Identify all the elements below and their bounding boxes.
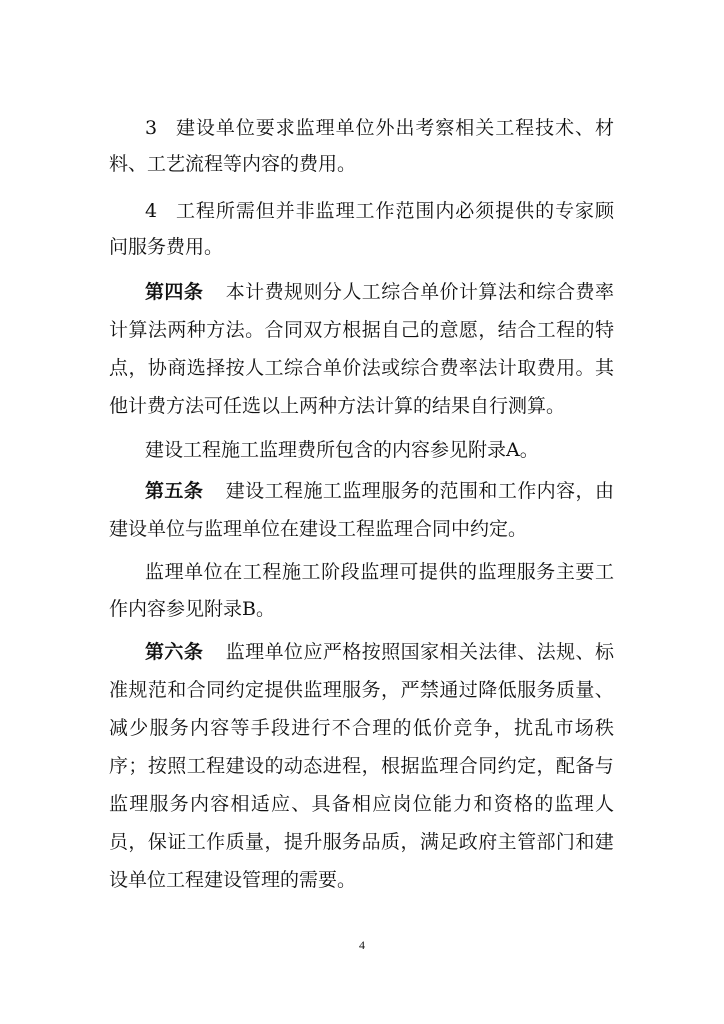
paragraph-3-line-1 — [145, 113, 614, 143]
item-number: 4 — [145, 200, 158, 222]
article-4-line-4: 他计费方法可任选以上两种方法计算的结果自行测算。 — [109, 395, 566, 417]
paragraph-text: 工程所需但并非监理工作范围内必须提供的专家顾 — [175, 200, 614, 222]
article-heading: 第四条 — [145, 281, 204, 303]
article-5-line-2: 建设单位与监理单位在建设工程监理合同中约定。 — [109, 518, 528, 540]
appendix-a-reference: 建设工程施工监理费所包含的内容参见附录A。 — [145, 439, 539, 461]
page-number: 4 — [359, 938, 365, 952]
article-heading: 第六条 — [145, 641, 204, 663]
item-number: 3 — [145, 117, 158, 139]
article-text: 监理单位应严格按照国家相关法律、法规、标 — [225, 641, 614, 663]
article-5-line-1 — [145, 476, 614, 506]
paragraph-text: 建设单位要求监理单位外出考察相关工程技术、材 — [175, 117, 614, 139]
article-text: 本计费规则分人工综合单价计算法和综合费率 — [225, 281, 614, 303]
article-text: 建设工程施工监理服务的范围和工作内容，由 — [225, 480, 614, 502]
paragraph-4-line-1 — [145, 196, 614, 226]
article-6-line-7: 设单位工程建设管理的需要。 — [109, 869, 357, 891]
appendix-b-line-2: 作内容参见附录B。 — [109, 598, 275, 620]
article-4-line-2: 计算法两种方法。合同双方根据自己的意愿，结合工程的特 — [109, 319, 614, 341]
article-6-line-1 — [145, 637, 614, 667]
article-6-line-4: 序；按照工程建设的动态进程，根据监理合同约定，配备与 — [109, 755, 614, 777]
article-6-line-6: 员，保证工作质量，提升服务品质，满足政府主管部门和建 — [109, 831, 614, 853]
article-4-line-1 — [145, 277, 614, 307]
article-4-line-3: 点，协商选择按人工综合单价法或综合费率法计取费用。其 — [109, 357, 614, 379]
paragraph-3-line-2: 料、工艺流程等内容的费用。 — [109, 153, 357, 175]
article-6-line-2: 准规范和合同约定提供监理服务，严禁通过降低服务质量、 — [109, 679, 614, 701]
appendix-b-line-1: 监理单位在工程施工阶段监理可提供的监理服务主要工 — [145, 561, 614, 583]
article-heading: 第五条 — [145, 480, 204, 502]
paragraph-4-line-2: 问服务费用。 — [109, 236, 224, 258]
article-6-line-3: 减少服务内容等手段进行不合理的低价竞争，扰乱市场秩 — [109, 717, 614, 739]
article-6-line-5: 监理服务内容相适应、具备相应岗位能力和资格的监理人 — [109, 793, 614, 815]
